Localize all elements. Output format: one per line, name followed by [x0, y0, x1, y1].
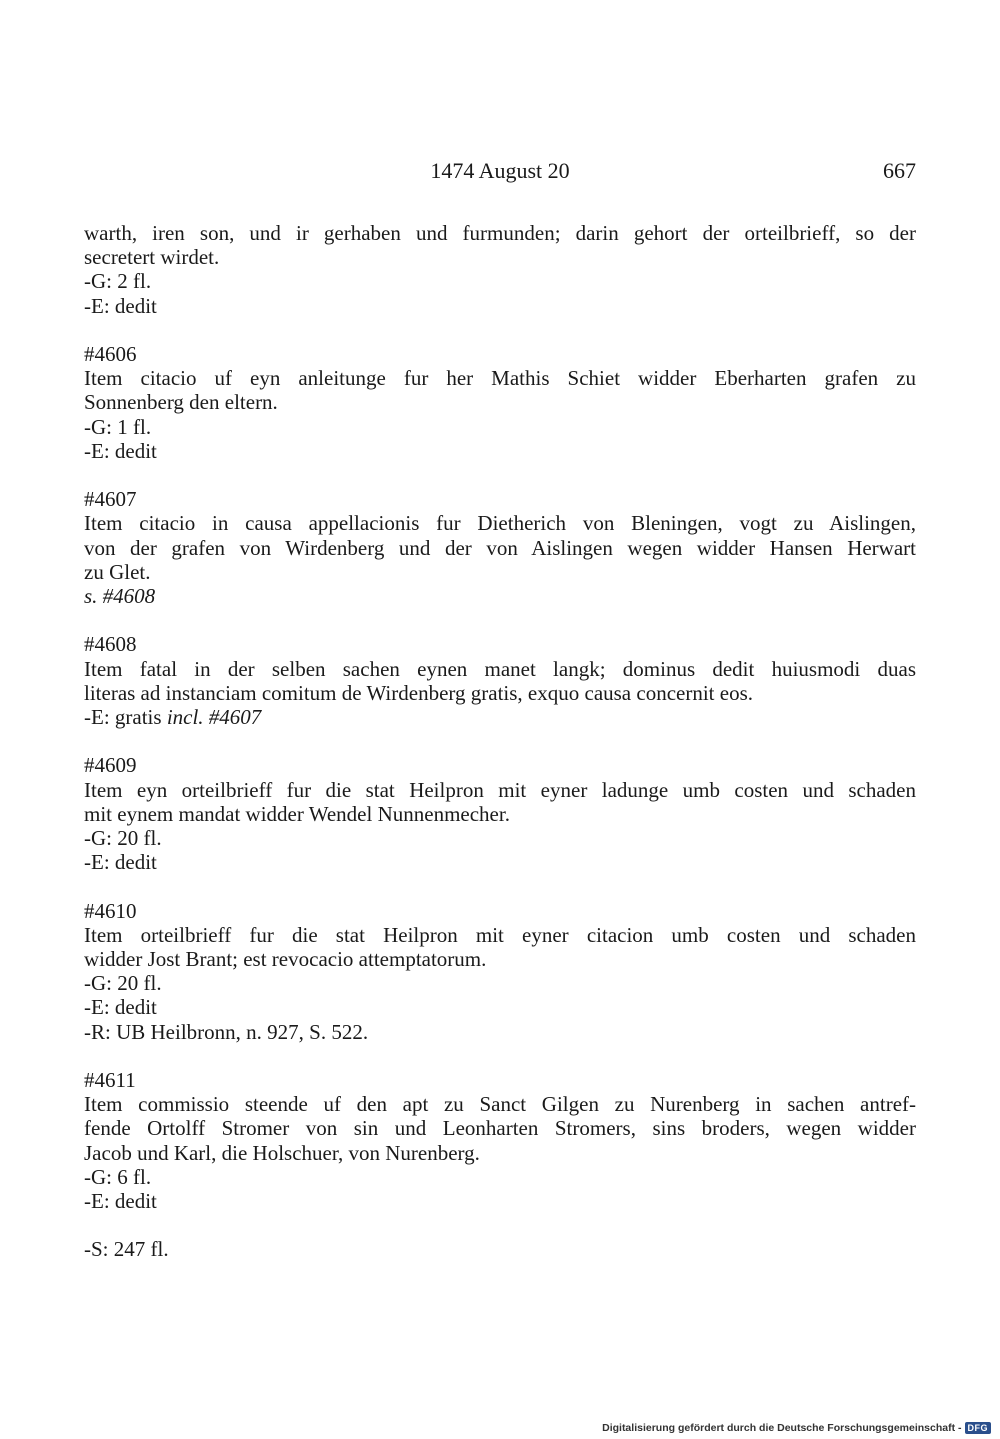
spacer: [84, 1044, 916, 1068]
page-number: 667: [883, 158, 916, 183]
spacer: [84, 318, 916, 342]
entry-status: -E: dedit: [84, 995, 157, 1020]
entry-line: secretert wirdet.: [84, 245, 220, 270]
entry-fee: -G: 6 fl.: [84, 1164, 152, 1189]
entry-line: warth, iren son, und ir gerhaben und furmunden; darin gehort der orteilbrieff, so der: [84, 221, 916, 245]
entry-status: -E: dedit: [84, 850, 157, 875]
document-body: [84, 221, 916, 1262]
entry-crossref: s. #4608: [84, 584, 156, 609]
entry-id: #4608: [84, 632, 137, 657]
entry-id: #4607: [84, 487, 137, 512]
entry-id: #4609: [84, 753, 137, 778]
entry-line: Item fatal in der selben sachen eynen manet langk; dominus dedit huiusmodi duas: [84, 656, 916, 681]
sum-total: -S: 247 fl.: [84, 1237, 169, 1262]
dfg-logo-icon: DFG: [965, 1422, 992, 1434]
header-date: 1474 August 20: [430, 158, 570, 183]
spacer: [84, 608, 916, 632]
spacer: [84, 463, 916, 487]
entry-line: Item citacio uf eyn anleitunge fur her Mathis Schiet widder Eberharten grafen zu: [84, 366, 916, 391]
entry-id: #4610: [84, 898, 137, 923]
entry-line: zu Glet.: [84, 559, 151, 584]
entry-fee: -G: 1 fl.: [84, 414, 152, 439]
entry-line: fende Ortolff Stromer von sin und Leonharten Stromers, sins broders, wegen widder: [84, 1116, 916, 1141]
entry-line: Item commissio steende uf den apt zu Sanct Gilgen zu Nurenberg in sachen antref-: [84, 1092, 916, 1117]
entry-line: Jacob und Karl, die Holschuer, von Nurenberg.: [84, 1140, 480, 1165]
entry-status: [84, 705, 916, 729]
entry-4608: [84, 632, 916, 729]
continuation-entry: [84, 221, 916, 318]
entry-4611: [84, 1068, 916, 1213]
entry-id: #4611: [84, 1068, 136, 1093]
spacer: [84, 874, 916, 898]
entry-line: Item orteilbrieff fur die stat Heilpron mit eyner citacion umb costen und schaden: [84, 922, 916, 947]
entry-fee: -G: 20 fl.: [84, 826, 162, 851]
entry-4609: [84, 753, 916, 874]
entry-status: -E: dedit: [84, 1189, 157, 1214]
entry-4606: [84, 342, 916, 463]
spacer: [84, 1213, 916, 1237]
entry-line: widder Jost Brant; est revocacio attemptatorum.: [84, 947, 487, 972]
entry-line: literas ad instanciam comitum de Wirdenberg gratis, exquo causa concernit eos.: [84, 680, 753, 705]
entry-fee: -G: 20 fl.: [84, 971, 162, 996]
entry-reference: -R: UB Heilbronn, n. 927, S. 522.: [84, 1019, 369, 1044]
spacer: [84, 729, 916, 753]
entry-status: -E: dedit: [84, 438, 157, 463]
entry-fee: -G: 2 fl.: [84, 269, 152, 294]
entry-4607: [84, 487, 916, 608]
entry-status-prefix: -E: gratis: [84, 705, 162, 730]
digitization-footer: [602, 1420, 991, 1436]
entry-line: mit eynem mandat widder Wendel Nunnenmecher.: [84, 801, 510, 826]
page-header: [84, 158, 916, 188]
entry-line: Item citacio in causa appellacionis fur Dietherich von Bleningen, vogt zu Aislingen,: [84, 511, 916, 536]
entry-4610: [84, 899, 916, 1044]
footer-text: Digitalisierung gefördert durch die Deutsche Forschungsgemeinschaft -: [602, 1422, 962, 1434]
entry-status-ref: incl. #4607: [166, 705, 262, 730]
entry-id: #4606: [84, 342, 137, 366]
entry-status: -E: dedit: [84, 293, 157, 318]
entry-line: Sonnenberg den eltern.: [84, 390, 278, 415]
entry-line: von der grafen von Wirdenberg und der von Aislingen wegen widder Hansen Herwart: [84, 535, 916, 560]
entry-line: Item eyn orteilbrieff fur die stat Heilpron mit eyner ladunge umb costen und schaden: [84, 777, 916, 802]
